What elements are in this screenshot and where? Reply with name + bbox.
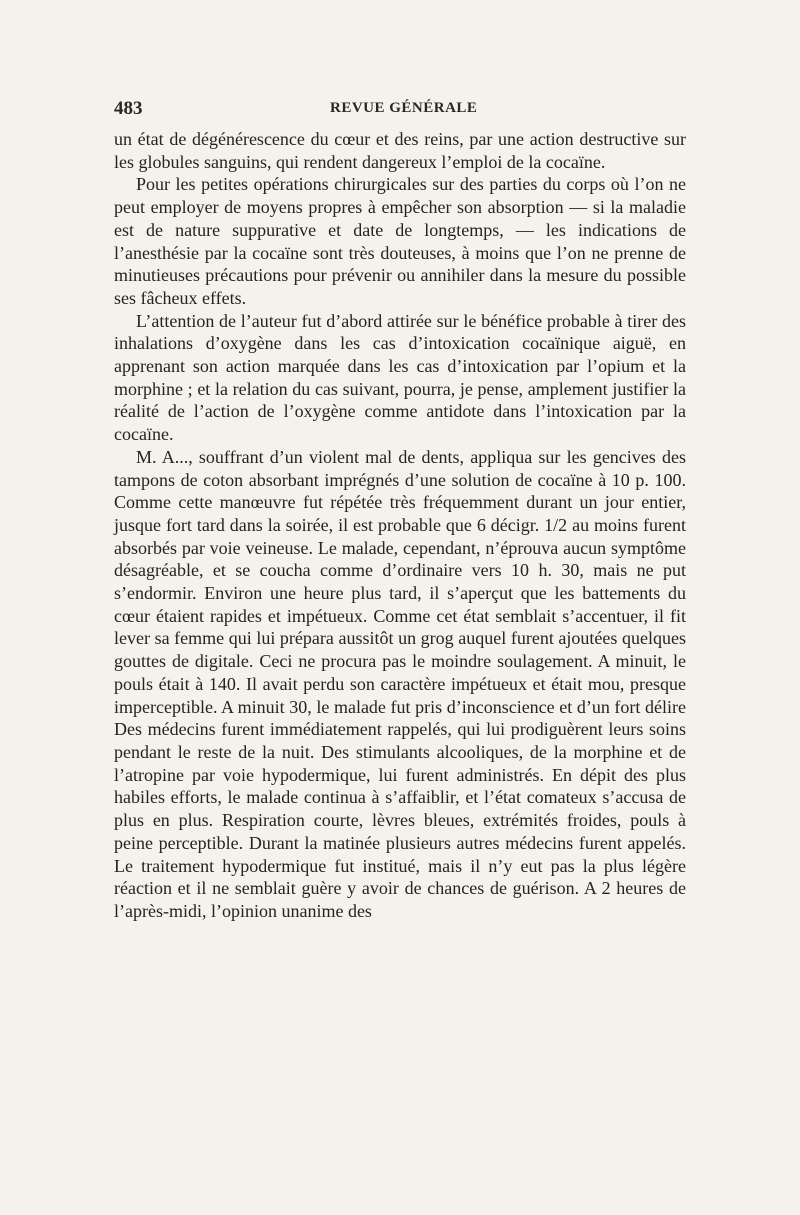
running-title: REVUE GÉNÉRALE [330, 100, 478, 116]
paragraph: Pour les petites opérations chirurgicales sur des parties du corps où l’on ne peut employer de moyens propres à empêcher son absorption — si la maladie est de nature suppurative et date de longtemps, — les indications de l’anesthésie par la cocaïne sont très douteuses, à moins que l’on ne prenne de minutieuses précautions pour prévenir ou annihiler dans la mesure du possible ses fâcheux effets. [114, 174, 686, 308]
paragraph: L’attention de l’auteur fut d’abord attirée sur le bénéfice probable à tirer des inhalations d’oxygène dans les cas d’intoxication cocaïnique aiguë, en apprenant son action marquée dans les cas d’intoxication par l’opium et la morphine ; et la relation du cas suivant, pourra, je pense, amplement justifier la réalité de l’action de l’oxygène comme antidote dans l’intoxication par la cocaïne. [114, 310, 686, 445]
page-number: 483 [114, 98, 143, 119]
page-header [114, 98, 686, 126]
paragraph: un état de dégénérescence du cœur et des reins, par une action destructive sur les globules sanguins, qui rendent dangereux l’emploi de la cocaïne. [114, 129, 686, 172]
paragraph: M. A..., souffrant d’un violent mal de dents, appliqua sur les gencives des tampons de coton absorbant imprégnés d’une solution de cocaïne à 10 p. 100. Comme cette manœuvre fut répétée très fréquemment durant un jour entier, jusque fort tard dans la soirée, il est probable que 6 décigr. 1/2 au moins furent absorbés par voie veineuse. Le malade, cependant, n’éprouva aucun symptôme désagréable, et se coucha comme d’ordinaire vers 10 h. 30, mais ne put s’endormir. Environ une heure plus tard, il s’aperçut que les battements du cœur étaient rapides et impétueux. Comme cet état semblait s’accentuer, il fit lever sa femme qui lui prépara aussitôt un grog auquel furent ajoutées quelques gouttes de digitale. Ceci ne procura pas le moindre soulagement. A minuit, le pouls était à 140. Il avait perdu son caractère impétueux et était mou, presque imperceptible. A minuit 30, le malade fut pris d’inconscience et d’un fort délire Des médecins furent immédiatement rappelés, qui lui prodiguèrent leurs soins pendant le reste de la nuit. Des stimulants alcooliques, de la morphine et de l’atropine par voie hypodermique, lui furent administrés. En dépit des plus habiles efforts, le malade continua à s’affaiblir, et l’état comateux s’accusa de plus en plus. Respiration courte, lèvres bleues, extrémités froides, pouls à peine perceptible. Durant la matinée plusieurs autres médecins furent appelés. Le traitement hypodermique fut institué, mais il n’y eut pas la plus légère réaction et il ne semblait guère y avoir de chances de guérison. A 2 heures de l’après-midi, l’opinion unanime des [114, 446, 686, 921]
body-text [114, 128, 686, 923]
